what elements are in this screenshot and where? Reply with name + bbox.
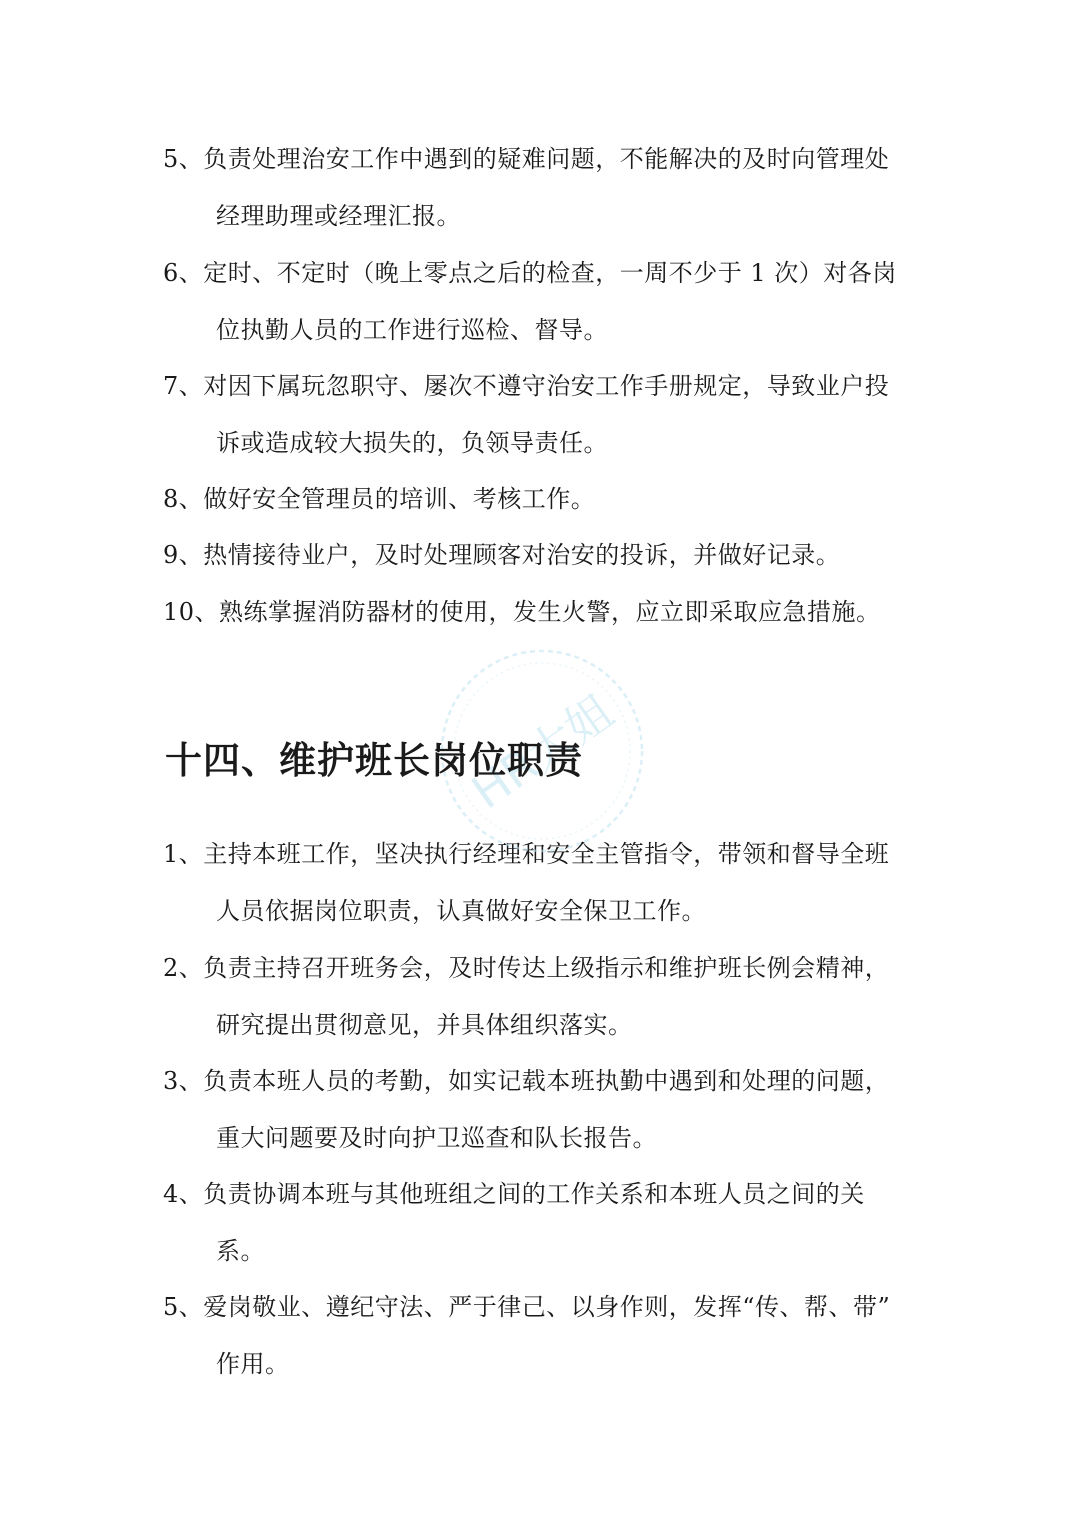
- item-text: 做好安全管理员的培训、考核工作。: [203, 485, 596, 513]
- item-number: 7、: [163, 372, 204, 400]
- item-continuation: 人员依据岗位职责，认真做好安全保卫工作。: [216, 897, 706, 925]
- item-continuation: 诉或造成较大损失的，负领导责任。: [216, 429, 608, 457]
- list-item-a8: [163, 471, 923, 528]
- item-text: 负责处理治安工作中遇到的疑难问题，不能解决的及时向管理处: [203, 145, 890, 173]
- list-item-b2: [163, 940, 923, 1054]
- item-text: 对因下属玩忽职守、屡次不遵守治安工作手册规定，导致业户投: [203, 372, 890, 400]
- list-item-a10: [163, 584, 923, 641]
- item-number: 1、: [163, 840, 204, 868]
- item-text: 负责主持召开班务会，及时传达上级指示和维护班长例会精神，: [203, 954, 890, 982]
- item-number: 4、: [163, 1180, 204, 1208]
- item-text: 负责协调本班与其他班组之间的工作关系和本班人员之间的关: [203, 1180, 865, 1208]
- list-item-a5: [163, 131, 923, 245]
- item-number: 10、: [163, 598, 220, 626]
- item-line: [163, 1053, 923, 1110]
- item-number: 8、: [163, 485, 204, 513]
- item-continuation: 位执勤人员的工作进行巡检、督导。: [216, 316, 608, 344]
- item-number: 3、: [163, 1067, 204, 1095]
- list-item-a7: [163, 358, 923, 472]
- item-number: 6、: [163, 259, 204, 287]
- watermark-text: HR大姐: [462, 684, 624, 820]
- item-text: 负责本班人员的考勤，如实记载本班执勤中遇到和处理的问题，: [203, 1067, 890, 1095]
- item-continuation: 经理助理或经理汇报。: [216, 202, 461, 230]
- item-line: [163, 245, 923, 302]
- list-item-b4: [163, 1166, 923, 1280]
- list-item-a6: [163, 245, 923, 359]
- item-line: [163, 131, 923, 188]
- item-number: 9、: [163, 541, 204, 569]
- item-continuation: 作用。: [216, 1350, 290, 1378]
- item-text: 主持本班工作，坚决执行经理和安全主管指令，带领和督导全班: [203, 840, 890, 868]
- item-number: 5、: [163, 1293, 204, 1321]
- item-text: 熟练掌握消防器材的使用，发生火警，应立即采取应急措施。: [219, 598, 881, 626]
- item-text: 热情接待业户，及时处理顾客对治安的投诉，并做好记录。: [203, 541, 841, 569]
- list-item-b5: [163, 1279, 923, 1393]
- item-line: [163, 471, 923, 528]
- item-continuation: 研究提出贯彻意见，并具体组织落实。: [216, 1011, 633, 1039]
- item-continuation: 重大问题要及时向护卫巡查和队长报告。: [216, 1124, 657, 1152]
- list-item-a9: [163, 527, 923, 584]
- item-line: [163, 940, 923, 997]
- item-continuation: 系。: [216, 1237, 265, 1265]
- section-heading: 十四、维护班长岗位职责: [165, 738, 583, 782]
- item-number: 2、: [163, 954, 204, 982]
- item-line: [163, 527, 923, 584]
- list-item-b3: [163, 1053, 923, 1167]
- item-line: [163, 358, 923, 415]
- item-line: [163, 1166, 923, 1223]
- item-text: 爱岗敬业、遵纪守法、严于律己、以身作则，发挥“传、帮、带”: [203, 1293, 891, 1321]
- item-line: [163, 584, 923, 641]
- item-number: 5、: [163, 145, 204, 173]
- item-line: [163, 1279, 923, 1336]
- item-text: 定时、不定时（晚上零点之后的检查，一周不少于 1 次）对各岗: [203, 259, 897, 287]
